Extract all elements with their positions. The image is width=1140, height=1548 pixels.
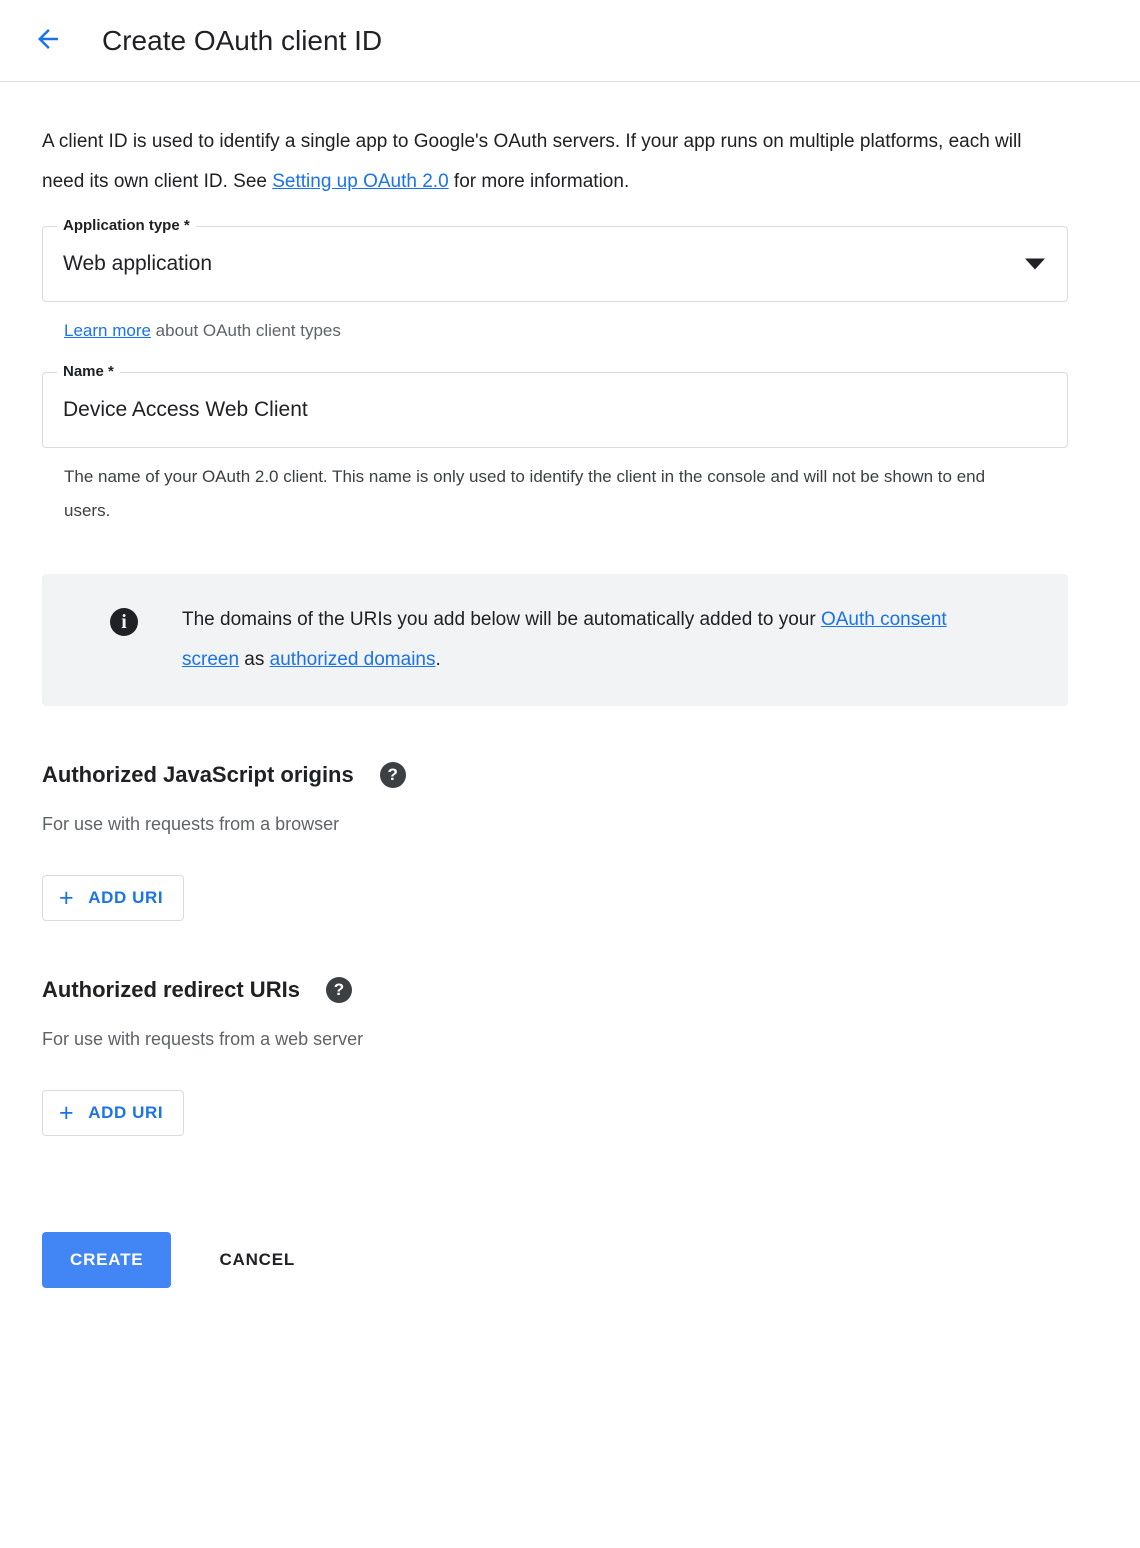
javascript-origins-title-row (42, 762, 1098, 788)
page-header (0, 0, 1140, 82)
add-javascript-origin-uri-button[interactable] (42, 875, 184, 921)
javascript-origins-title: Authorized JavaScript origins (42, 762, 354, 787)
plus-icon: + (59, 1098, 75, 1127)
application-type-value: Web application (63, 252, 213, 275)
redirect-uris-title: Authorized redirect URIs (42, 977, 300, 1002)
application-type-helper (64, 314, 1024, 348)
info-text-3: . (435, 649, 441, 670)
intro-text-after: for more information. (448, 171, 630, 192)
intro-paragraph (42, 122, 1057, 202)
name-field-label: Name * (57, 363, 120, 381)
arrow-back-icon (33, 24, 63, 57)
info-text-1: The domains of the URIs you add below will be automatically added to your (182, 609, 821, 630)
add-javascript-origin-uri-label: ADD URI (88, 888, 164, 907)
info-text-2: as (239, 649, 270, 670)
name-field-value: Device Access Web Client (63, 398, 308, 421)
chevron-down-icon (1025, 259, 1045, 270)
name-field[interactable] (42, 363, 1068, 448)
create-button[interactable]: CREATE (42, 1232, 171, 1288)
info-banner-text (182, 600, 1002, 680)
application-type-helper-rest: about OAuth client types (150, 321, 341, 340)
form-actions (42, 1232, 1098, 1348)
application-type-label: Application type * (57, 217, 196, 235)
application-type-select[interactable] (42, 217, 1068, 302)
info-icon: i (110, 608, 138, 636)
redirect-uris-subtitle: For use with requests from a web server (42, 1029, 364, 1049)
info-banner (42, 574, 1068, 706)
page-content (0, 82, 1140, 1348)
intro-text-before: A client ID is used to identify a single app to Google's OAuth servers. If your app runs on multiple platforms, each will need its own client ID. See (42, 131, 1022, 192)
back-button[interactable] (24, 17, 72, 65)
redirect-uris-section (42, 977, 1098, 1136)
help-icon[interactable]: ? (380, 762, 406, 788)
oauth-consent-screen-link[interactable]: OAuth consent screen (182, 609, 947, 670)
learn-more-link[interactable]: Learn more (64, 321, 151, 340)
page-title: Create OAuth client ID (102, 24, 383, 56)
redirect-uris-title-row (42, 977, 1098, 1003)
javascript-origins-section (42, 762, 1098, 921)
name-field-helper: The name of your OAuth 2.0 client. This name is only used to identify the client in the console and will not be shown to end users. (64, 467, 986, 520)
cancel-button[interactable]: CANCEL (195, 1232, 319, 1288)
javascript-origins-subtitle: For use with requests from a browser (42, 814, 340, 834)
add-redirect-uri-button[interactable] (42, 1090, 184, 1136)
help-icon[interactable]: ? (326, 977, 352, 1003)
authorized-domains-link[interactable]: authorized domains (269, 649, 436, 670)
add-redirect-uri-label: ADD URI (88, 1103, 164, 1122)
setting-up-oauth-link[interactable]: Setting up OAuth 2.0 (272, 171, 449, 192)
plus-icon: + (59, 883, 75, 912)
